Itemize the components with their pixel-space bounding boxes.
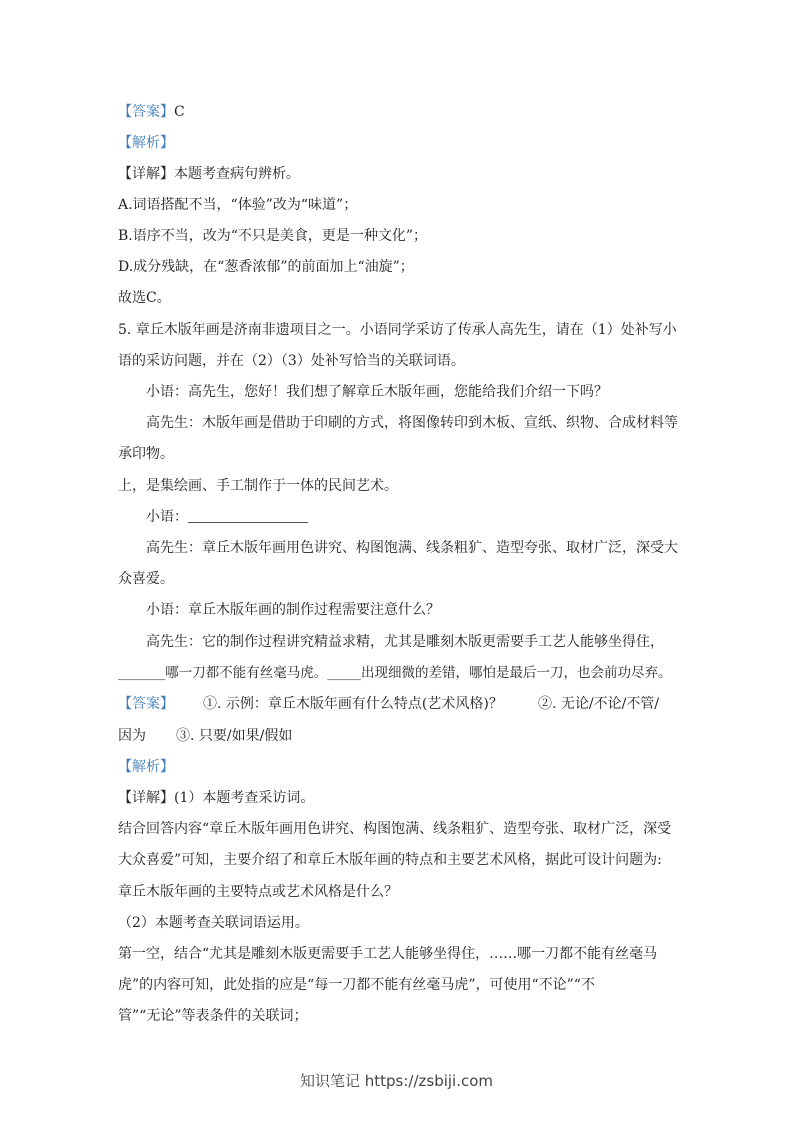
dialog-line: 小语：章丘木版年画的制作过程需要注意什么？ [146, 602, 440, 618]
speaker-label: 小语： [146, 509, 188, 525]
paragraph-line: 大众喜爱”可知，主要介绍了和章丘木版年画的特点和主要艺术风格，据此可设计问题为: [118, 852, 662, 868]
dialog-line: 承印物。 [118, 446, 174, 462]
analysis-label: 【解析】 [118, 135, 174, 151]
answer-line-2 [118, 694, 698, 714]
detail-line: 【详解】本题考查病句辨析。 [118, 166, 300, 182]
dialog-line: _______哪一刀都不能有丝毫马虎。_____出现细微的差错，哪怕是最后一刀，也会前功尽弃。 [118, 665, 672, 681]
dialog-line: 上，是集绘画、手工制作于一体的民间艺术。 [118, 478, 398, 494]
detail-line: 【详解】(1）本题考查采访词。 [118, 790, 315, 806]
analysis-label: 【解析】 [118, 759, 174, 775]
answer-item-2: ②. 无论/不论/不管/ [538, 696, 660, 712]
answer-label: 【答案】 [118, 104, 174, 120]
conclusion: 故选C。 [118, 290, 171, 306]
dialog-line: 高先生：它的制作过程讲究精益求精，尤其是雕刻木版更需要手工艺人能够坐得住， [146, 634, 664, 650]
answer-item-3: ③. 只要/如果/假如 [176, 728, 293, 744]
answer-line-1 [118, 102, 698, 122]
paragraph-line: 管”“无论”等表条件的关联词； [118, 1008, 308, 1024]
answer-blank [188, 508, 308, 523]
answer-value: C [174, 104, 185, 120]
question-5-line-1: 5. 章丘木版年画是济南非遗项目之一。小语同学采访了传承人高先生，请在（1）处补写小 [118, 322, 677, 338]
option-a: A.词语搭配不当，“体验”改为“味道”； [118, 197, 358, 213]
footer-watermark: 知识笔记 https://zsbiji.com [299, 1072, 494, 1090]
answer-item-2-cont: 因为 [118, 728, 146, 744]
paragraph-line: 章丘木版年画的主要特点或艺术风格是什么？ [118, 884, 398, 900]
paragraph-line: 第一空，结合“尤其是雕刻木版更需要手工艺人能够坐得住，……哪一刀都不能有丝毫马 [118, 946, 658, 962]
dialog-line: 小语：高先生，您好！我们想了解章丘木版年画，您能给我们介绍一下吗？ [146, 384, 608, 400]
dialog-line-blank [146, 507, 726, 527]
answer-line-2-cont [118, 726, 698, 746]
dialog-line: 众喜爱。 [118, 571, 174, 587]
paragraph-line: 虎”的内容可知，此处指的应是“每一刀都不能有丝毫马虎”，可使用“不论”“不 [118, 977, 595, 993]
dialog-line: 高先生：木版年画是借助于印刷的方式，将图像转印到木板、宣纸、织物、合成材料等 [146, 415, 678, 431]
answer-item-1: ①. 示例：章丘木版年画有什么特点(艺术风格)？ [203, 696, 503, 712]
answer-label: 【答案】 [118, 696, 174, 712]
option-b: B.语序不当，改为“不只是美食，更是一种文化”； [118, 228, 428, 244]
part-heading: （2）本题考查关联词语运用。 [118, 915, 309, 931]
paragraph-line: 结合回答内容“章丘木版年画用色讲究、构图饱满、线条粗犷、造型夸张、取材广泛，深受 [118, 821, 672, 837]
option-d: D.成分残缺，在“葱香浓郁”的前面加上“油旋”； [118, 259, 414, 275]
dialog-line: 高先生：章丘木版年画用色讲究、构图饱满、线条粗犷、造型夸张、取材广泛，深受大 [146, 540, 678, 556]
question-5-line-2: 语的采访问题，并在（2）（3）处补写恰当的关联词语。 [118, 353, 465, 369]
